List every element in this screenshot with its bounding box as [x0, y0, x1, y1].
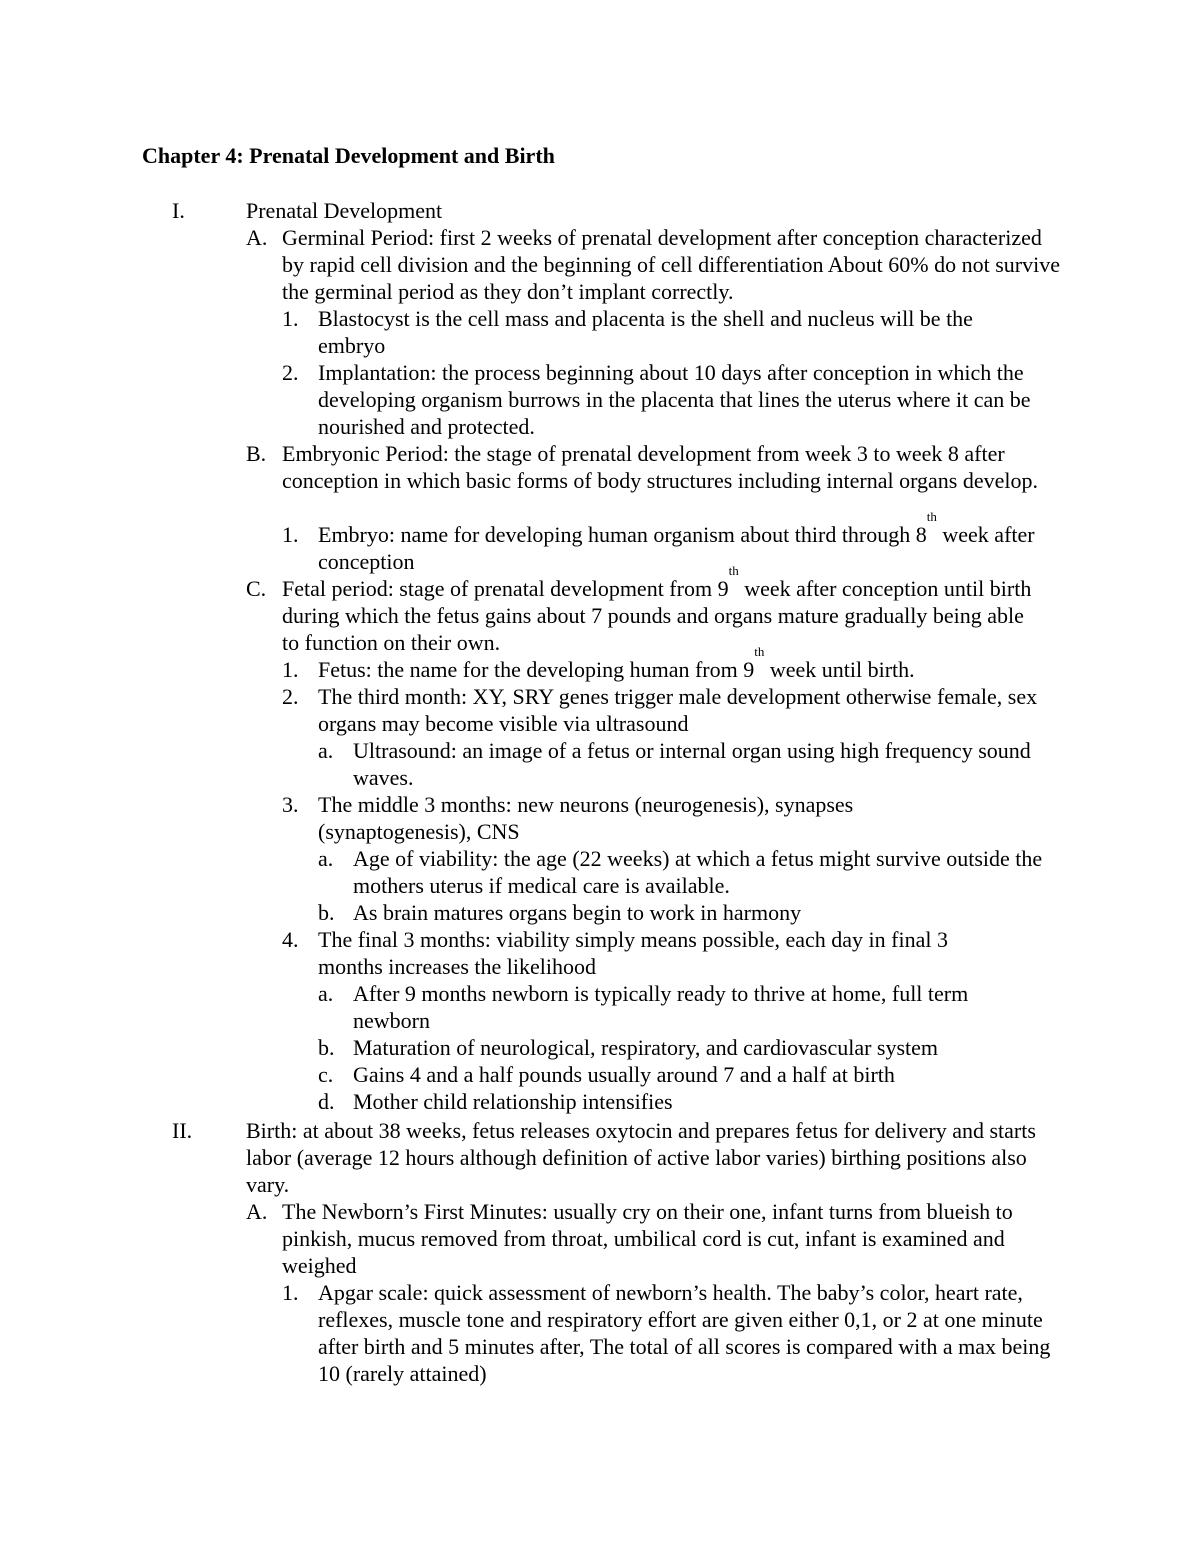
outline-text: Embryo: name for developing human organism about third through 8th week after conception	[318, 509, 1035, 574]
outline-text: Implantation: the process beginning about 10 days after conception in which the developing organism burrows in the placenta that lines the uterus where it can be nourished and protected.	[318, 360, 1031, 439]
outline-text: Prenatal Development	[246, 198, 443, 223]
outline-marker: 2.	[282, 360, 299, 385]
outline-text: Gains 4 and a half pounds usually around 7 and a half at birth	[353, 1062, 895, 1087]
outline-text: Apgar scale: quick assessment of newborn’s health. The baby’s color, heart rate, reflexes, muscle tone and respiratory effort are given either 0,1, or 2 at one minute after birth and 5 minutes after, The total of all scores is compared with a max being 10 (rarely attained)	[318, 1280, 1051, 1386]
outline-text: Germinal Period: first 2 weeks of prenatal development after conception characterized by rapid cell division and the beginning of cell differentiation About 60% do not survive the germinal period as they don’t implant correctly.	[282, 225, 1060, 304]
document-title: Chapter 4: Prenatal Development and Birth	[142, 143, 555, 168]
outline-text: The Newborn’s First Minutes: usually cry on their one, infant turns from blueish to pinkish, mucus removed from throat, umbilical cord is cut, infant is examined and weighed	[282, 1199, 1013, 1278]
outline-marker: II.	[172, 1118, 193, 1143]
outline-marker: 1.	[282, 1280, 299, 1305]
outline-marker: 1.	[282, 522, 299, 547]
outline-text: Ultrasound: an image of a fetus or internal organ using high frequency sound waves.	[353, 738, 1031, 790]
outline-text: The final 3 months: viability simply means possible, each day in final 3 months increases the likelihood	[318, 927, 948, 979]
outline-marker: B.	[246, 441, 267, 466]
outline-marker: 1.	[282, 306, 299, 331]
outline-marker: a.	[318, 738, 334, 763]
outline-text: Maturation of neurological, respiratory, and cardiovascular system	[353, 1035, 939, 1060]
outline-marker: C.	[246, 576, 267, 601]
outline-marker: I.	[172, 198, 185, 223]
outline-marker: 4.	[282, 927, 299, 952]
outline-marker: b.	[318, 900, 335, 925]
outline-marker: A.	[246, 1199, 268, 1224]
outline-text: Embryonic Period: the stage of prenatal development from week 3 to week 8 after conception in which basic forms of body structures including internal organs develop.	[282, 441, 1038, 493]
outline-text: Blastocyst is the cell mass and placenta is the shell and nucleus will be the embryo	[318, 306, 973, 358]
outline-text: The middle 3 months: new neurons (neurogenesis), synapses (synaptogenesis), CNS	[318, 792, 854, 844]
outline-marker: 2.	[282, 684, 299, 709]
outline-text: After 9 months newborn is typically ready to thrive at home, full term newborn	[353, 981, 969, 1033]
outline-marker: a.	[318, 846, 334, 871]
outline-marker: c.	[318, 1062, 334, 1087]
outline-text: As brain matures organs begin to work in harmony	[353, 900, 802, 925]
outline-text: Fetus: the name for the developing human from 9th week until birth.	[318, 644, 915, 682]
outline-text: Birth: at about 38 weeks, fetus releases oxytocin and prepares fetus for delivery and starts labor (average 12 hours although definition of active labor varies) birthing positions also vary.	[246, 1118, 1036, 1197]
outline-marker: a.	[318, 981, 334, 1006]
outline-text: Age of viability: the age (22 weeks) at which a fetus might survive outside the mothers uterus if medical care is available.	[353, 846, 1043, 898]
outline-text: Fetal period: stage of prenatal development from 9th week after conception until birth during which the fetus gains about 7 pounds and organs mature gradually being able to function on their own.	[282, 563, 1032, 655]
outline-text: The third month: XY, SRY genes trigger male development otherwise female, sex organs may become visible via ultrasound	[318, 684, 1038, 736]
outline-marker: A.	[246, 225, 268, 250]
outline-marker: b.	[318, 1035, 335, 1060]
outline-text: Mother child relationship intensifies	[353, 1089, 673, 1114]
outline-marker: 1.	[282, 657, 299, 682]
outline-marker: d.	[318, 1089, 335, 1114]
outline-marker: 3.	[282, 792, 299, 817]
